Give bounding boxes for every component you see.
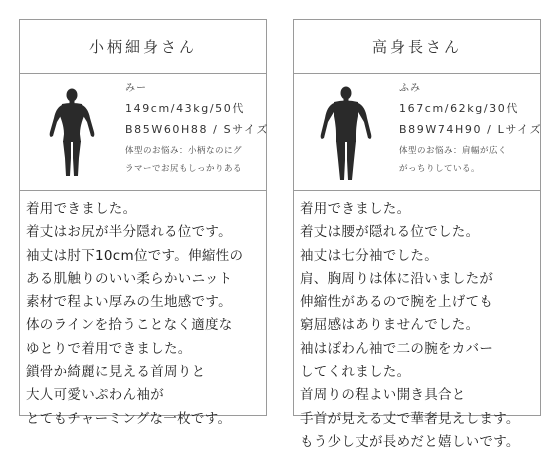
review-line: 素材で程よい厚みの生地感です。 bbox=[26, 294, 232, 311]
review-line: してくれました。 bbox=[300, 364, 411, 381]
profile-section bbox=[294, 74, 543, 191]
review-line: 鎖骨か綺麗に見える首周りと bbox=[26, 364, 206, 381]
card-title: 高身長さん bbox=[294, 20, 540, 74]
body-concern bbox=[125, 142, 265, 178]
review-line: 袖丈は七分袖でした。 bbox=[300, 247, 438, 264]
review-line: 着用できました。 bbox=[26, 201, 137, 217]
review-line: ある肌触りのいい柔らかいニット bbox=[26, 270, 233, 287]
review-line: 伸縮性があるので腕を上げても bbox=[300, 294, 494, 311]
review-card-tall bbox=[293, 19, 543, 450]
profile-text bbox=[399, 80, 543, 178]
body-concern-line: 体型のお悩み：肩幅が広く bbox=[399, 146, 508, 156]
review-line: 袖はぽわん袖で二の腕をカバー bbox=[300, 340, 494, 357]
reviewer-name: ふみ bbox=[399, 83, 421, 94]
review-text bbox=[294, 191, 540, 454]
profile-text bbox=[125, 80, 270, 178]
review-line: とてもチャーミングな一枚です。 bbox=[26, 410, 232, 427]
review-line: 手首が見える丈で華奢見えします。 bbox=[300, 410, 520, 427]
review-card-petite bbox=[19, 19, 270, 427]
person-silhouette-icon bbox=[42, 86, 102, 182]
review-line: 着用できました。 bbox=[300, 201, 411, 217]
measurements-size: B85W60H88 / Sサイズ bbox=[125, 123, 270, 136]
review-line: ゆとりで着用できました。 bbox=[26, 340, 192, 357]
review-line: 首周りの程よい開き具合と bbox=[300, 387, 466, 404]
review-line: 窮屈感はありませんでした。 bbox=[300, 317, 480, 334]
review-line: 着丈はお尻が半分隠れる位です。 bbox=[26, 224, 232, 241]
review-line: 大人可愛いぷわん袖が bbox=[26, 387, 164, 404]
review-line: 肩、胸周りは体に沿いましたが bbox=[300, 270, 494, 287]
card-title: 小柄細身さん bbox=[20, 20, 266, 74]
measurements-size: B89W74H90 / Lサイズ bbox=[399, 123, 543, 136]
profile-section bbox=[20, 74, 270, 191]
review-line: もう少し丈が長めだと嬉しいです。 bbox=[300, 433, 520, 450]
height-weight-age: 149cm/43kg/50代 bbox=[125, 102, 245, 115]
review-line: 着丈は腰が隠れる位でした。 bbox=[300, 224, 480, 241]
height-weight-age: 167cm/62kg/30代 bbox=[399, 102, 519, 115]
review-text bbox=[20, 191, 266, 431]
reviewer-name: みー bbox=[125, 83, 147, 94]
body-concern-line: がっちりしている。 bbox=[399, 164, 481, 174]
person-silhouette-icon bbox=[316, 82, 376, 186]
body-concern bbox=[399, 142, 539, 178]
body-concern-line: 体型のお悩み：小柄なのにグ bbox=[125, 146, 243, 156]
review-line: 体のラインを拾うことなく適度な bbox=[26, 317, 233, 334]
review-line: 袖丈は肘下10cm位です。伸縮性の bbox=[26, 247, 244, 264]
body-concern-line: ラマーでお尻もしっかりある bbox=[125, 164, 243, 174]
